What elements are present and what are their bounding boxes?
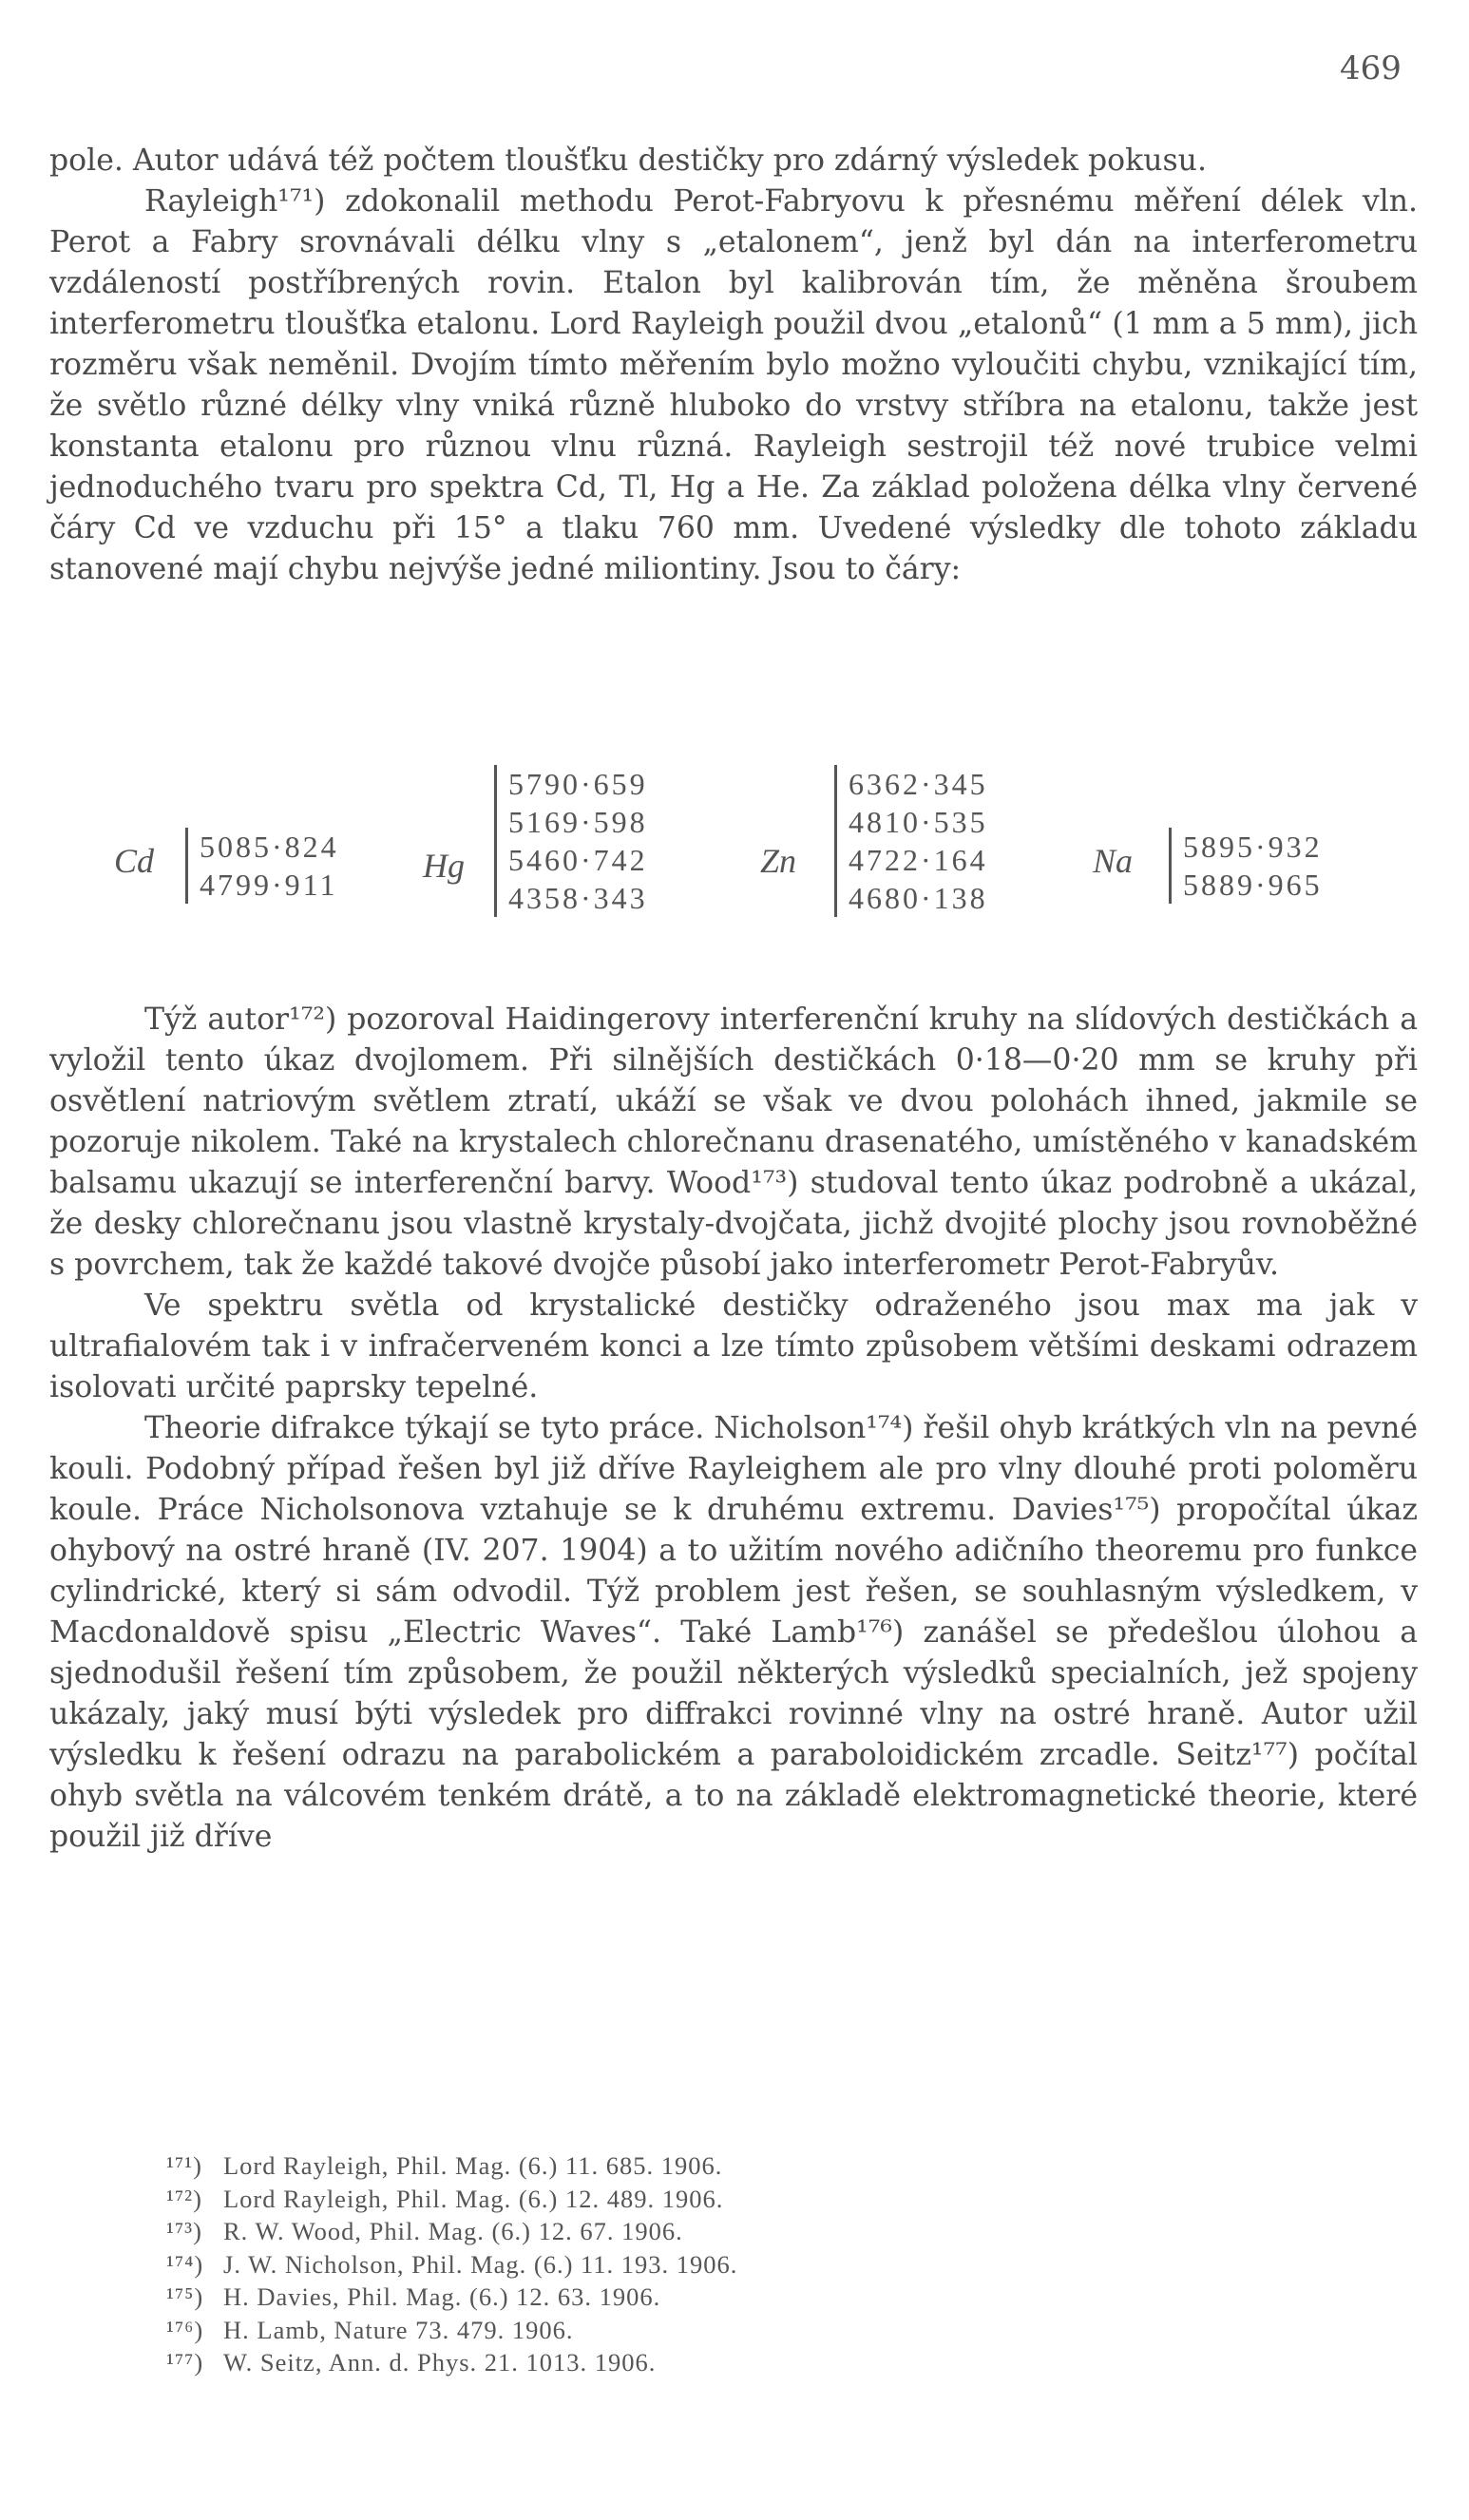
- footnote-174: [166, 2248, 1307, 2281]
- paragraph-5: Theorie difrakce týkají se tyto práce. Nicholson¹⁷⁴) řešil ohyb krátkých vln na pevné kouli. Podobný případ řešen byl již dříve Rayleighem ale pro vlny dlouhé proti poloměru koule. Práce Nicholsonova vztahuje se k druhému extremu. Davies¹⁷⁵) propočítal úkaz ohybový na ostré hraně (IV. 207. 1904) a to užitím nového adičního theoremu pro funkce cylindrické, který si sám odvodil. Týž problem jest řešen, se souhlasným výsledkem, v Macdonaldově spisu „Electric Waves“. Také Lamb¹⁷⁶) zanášel se předešlou úlohou a sjednodušil řešení tím způsobem, že použil některých výsledků specialních, jež spojeny ukázaly, jaký musí býti výsledek pro diffrakci rovinné vlny na ostré hraně. Autor užil výsledku k řešení odrazu na parabolickém a paraboloidickém zrcadle. Seitz¹⁷⁷) počítal ohyb světla na válcovém tenkém drátě, a to na základě elektromagnetické theorie, které použil již dříve: [49, 1411, 1418, 1854]
- brace: [1169, 828, 1172, 904]
- page-number: 469: [1340, 49, 1402, 87]
- footnote-text: H. Lamb, Nature 73. 479. 1906.: [223, 2315, 574, 2344]
- paragraph-3: Týž autor¹⁷²) pozoroval Haidingerovy interferenční kruhy na slídových destičkách a vyložil tento úkaz dvojlomem. Při silnějších destičkách 0·18—0·20 mm se kruhy při osvětlení natriovým světlem ztratí, ukáží se však ve dvou polohách ihned, jakmile se pozoruje nikolem. Také na krystalech chlorečnanu drasenatého, umístěného v kanadském balsamu ukazují se interferenční barvy. Wood¹⁷³) studoval tento úkaz podrobně a ukázal, že desky chlorečnanu jsou vlastně krystaly-dvojčata, jichž dvojité plochy jsou rovnoběžné s povrchem, tak že každé takové dvojče působí jako interferometr Perot-Fabryův.: [49, 1002, 1418, 1282]
- line-list-zn: [849, 765, 988, 917]
- wavelength-value: 4358·343: [508, 881, 648, 915]
- line-list-na: [1183, 828, 1323, 904]
- footnote-text: Lord Rayleigh, Phil. Mag. (6.) 11. 685. 1906.: [223, 2151, 723, 2180]
- wavelength-value: 4810·535: [849, 805, 988, 839]
- wavelength-value: 4799·911: [200, 868, 338, 902]
- wavelength-value: 4680·138: [849, 881, 988, 915]
- footnote-text: J. W. Nicholson, Phil. Mag. (6.) 11. 193. 1906.: [223, 2249, 738, 2279]
- footnote-text: R. W. Wood, Phil. Mag. (6.) 12. 67. 1906.: [223, 2217, 683, 2245]
- paragraph-block-bottom: [49, 1000, 1418, 1858]
- footnote-mark: ¹⁷⁷): [166, 2348, 204, 2377]
- paragraph-block-top: [49, 141, 1418, 590]
- element-label-zn: Zn: [760, 842, 797, 880]
- wavelength-value: 5169·598: [508, 805, 648, 839]
- element-label-hg: Hg: [423, 847, 465, 885]
- element-label-na: Na: [1093, 842, 1134, 880]
- footnote-text: W. Seitz, Ann. d. Phys. 21. 1013. 1906.: [223, 2348, 657, 2377]
- footnote-mark: ¹⁷¹): [166, 2151, 202, 2180]
- footnote-175: [166, 2281, 1307, 2314]
- footnote-176: [166, 2314, 1307, 2347]
- wavelength-value: 5790·659: [508, 767, 648, 801]
- footnote-mark: ¹⁷³): [166, 2217, 202, 2245]
- wavelength-value: 5085·824: [200, 830, 339, 864]
- footnote-text: H. Davies, Phil. Mag. (6.) 12. 63. 1906.: [223, 2282, 661, 2311]
- spectral-lines-table: [114, 765, 1397, 955]
- footnote-mark: ¹⁷⁴): [166, 2249, 204, 2279]
- paragraph-1: pole. Autor udává též počtem tloušťku destičky pro zdárný výsledek pokusu.: [49, 143, 1207, 178]
- footnote-text: Lord Rayleigh, Phil. Mag. (6.) 12. 489. 1906.: [223, 2184, 724, 2213]
- wavelength-value: 5460·742: [508, 843, 648, 877]
- wavelength-value: 5889·965: [1183, 868, 1323, 902]
- brace: [185, 828, 188, 904]
- line-list-hg: [508, 765, 648, 917]
- footnotes: [166, 2149, 1307, 2379]
- paragraph-2: Rayleigh¹⁷¹) zdokonalil methodu Perot-Fabryovu k přesnému měření délek vln. Perot a Fabry srovnávali délku vlny s „etalonem“, jenž byl dán na interferometru vzdáleností postříbrených rovin. Etalon byl kalibrován tím, že měněna šroubem interferometru tloušťka etalonu. Lord Rayleigh použil dvou „etalonů“ (1 mm a 5 mm), jich rozměru však neměnil. Dvojím tímto měřením bylo možno vyloučiti chybu, vznikající tím, že světlo různé délky vlny vniká různě hluboko do vrstvy stříbra na etalonu, takže jest konstanta etalonu pro různou vlnu různá. Rayleigh sestrojil též nové trubice velmi jednoduchého tvaru pro spektra Cd, Tl, Hg a He. Za základ položena délka vlny červené čáry Cd ve vzduchu při 15° a tlaku 760 mm. Uvedené výsledky dle tohoto základu stanovené mají chybu nejvýše jedné miliontiny. Jsou to čáry:: [49, 184, 1418, 586]
- wavelength-value: 4722·164: [849, 843, 988, 877]
- footnote-173: [166, 2215, 1307, 2248]
- footnote-mark: ¹⁷²): [166, 2184, 202, 2213]
- line-list-cd: [200, 828, 339, 904]
- footnote-mark: ¹⁷⁶): [166, 2315, 204, 2344]
- element-label-cd: Cd: [114, 842, 155, 880]
- wavelength-value: 5895·932: [1183, 830, 1323, 864]
- wavelength-value: 6362·345: [849, 767, 988, 801]
- brace: [494, 765, 497, 917]
- paragraph-4: Ve spektru světla od krystalické destičky odraženého jsou max ma jak v ultrafialovém tak i v infračerveném konci a lze tímto způsobem většími deskami odrazem isolovati určité paprsky tepelné.: [49, 1289, 1418, 1404]
- brace: [834, 765, 837, 917]
- footnote-mark: ¹⁷⁵): [166, 2282, 204, 2311]
- footnote-172: [166, 2183, 1307, 2216]
- footnote-177: [166, 2346, 1307, 2379]
- footnote-171: [166, 2149, 1307, 2183]
